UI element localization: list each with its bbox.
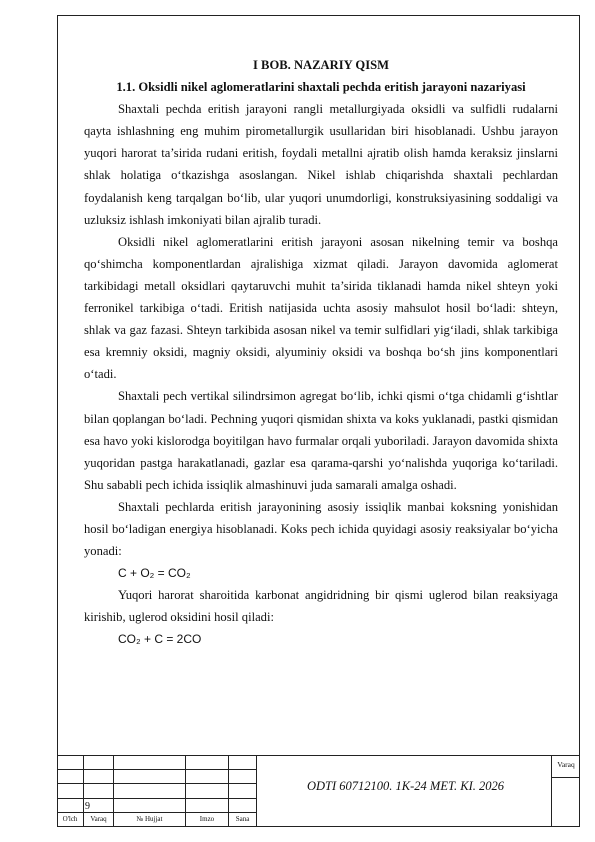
col-imzo: Imzo bbox=[199, 815, 215, 823]
document-code: ODTI 60712100. 1K-24 MET. KI. 2026 bbox=[307, 779, 504, 793]
col-varaq: Varaq bbox=[90, 815, 107, 823]
formula-1: C + O₂ = CO₂ bbox=[118, 566, 191, 581]
paragraph-1: Shaxtali pechda eritish jarayoni rangli metallurgiyada oksidli va sulfidli rudalarni qayta ishlashning eng muhim pirometallurgik usullaridan biri hisoblanadi. Ushbu jarayon yuqori harorat ta’sirida rudani eritish, foydali metallni ajratib olish hamda keraksiz jinslarni shlak holatiga o‘tkazishga asoslangan. Nikel ishlab chiqarishda shaxtali pechlardan foydalanish keng tarqalgan bo‘lib, ular yuqori unumdorligi, konstruksiyasining soddaligi va uzluksiz ishlash imkoniyati bilan ajralib turadi. bbox=[84, 102, 558, 227]
col-olch: O'lch bbox=[62, 815, 78, 823]
paragraph-5: Yuqori harorat sharoitida karbonat angidridning bir qismi uglerod bilan reaksiyaga kirishib, uglerod oksidini hosil qiladi: bbox=[84, 588, 558, 625]
paragraph-2: Oksidli nikel aglomeratlarini eritish jarayoni asosan nikelning temir va boshqa qo‘shimcha komponentlardan ajralishiga xizmat qiladi. Jarayon davomida aglomerat tarkibidagi metall oksidlari qaytaruvchi muhit ta’sirida tiklanadi hamda nikel shteyn yoki ferronikel tarkibiga o‘tadi. Eritish natijasida uchta asosiy mahsulot hosil bo‘ladi: shteyn, shlak va gaz fazasi. Shteyn tarkibida asosan nikel va temir sulfidlari yig‘iladi, shlak tarkibiga esa kremniy oksidi, magniy oksidi, alyuminiy oksidi va boshqa bo‘sh jins komponentlari o‘tadi. bbox=[84, 234, 558, 382]
title-block-stamp bbox=[57, 755, 580, 827]
page-number: 9 bbox=[85, 801, 90, 812]
paragraph-4: Shaxtali pechlarda eritish jarayonining asosiy issiqlik manbai koksning yonishidan hosil bo‘ladigan energiya hisoblanadi. Koks pech ichida quyidagi asosiy reaksiyalar bo‘yicha yonadi: bbox=[84, 499, 558, 559]
paragraph-3: Shaxtali pech vertikal silindrsimon agregat bo‘lib, ichki qismi o‘tga chidamli g‘ishtlar bilan qoplangan bo‘ladi. Pechning yuqori qismidan shixta va koks yuklanadi, pastki qismidan esa havo yoki kislorodga boyitilgan havo furmalar orqali yuboriladi. Jarayon davomida shixta yuqoridan pastga harakatlanadi, gazlar esa qarama-qarshi yo‘nalishda yuqoriga ko‘tariladi. Shu sababli pech ichida issiqlik almashinuvi juda samarali amalga oshadi. bbox=[84, 389, 558, 492]
col-sana: Sana bbox=[235, 815, 250, 823]
document-body bbox=[84, 54, 558, 651]
col-hujjat: № Hujjat bbox=[136, 815, 163, 823]
section-heading: 1.1. Oksidli nikel aglomeratlarini shaxtali pechda eritish jarayoni nazariyasi bbox=[116, 80, 526, 95]
formula-2: CO₂ + C = 2CO bbox=[118, 632, 202, 647]
chapter-heading: I BOB. NAZARIY QISM bbox=[253, 58, 389, 72]
sheet-label: Varaq bbox=[557, 760, 575, 769]
